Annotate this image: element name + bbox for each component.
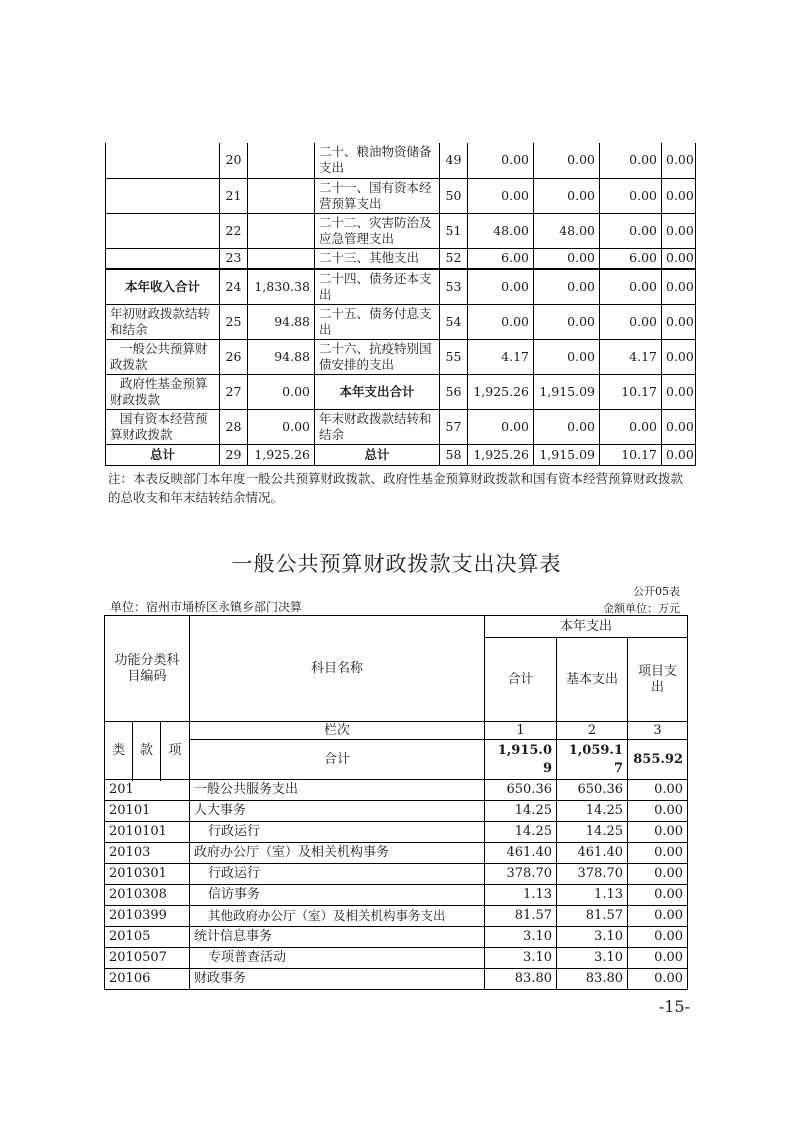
left-label: 国有资本经营预算财政拨款	[106, 409, 220, 444]
right-total: 0.00	[468, 178, 534, 213]
amount-total: 83.80	[485, 969, 557, 990]
right-col2: 0.00	[600, 409, 662, 444]
left-line-no: 26	[220, 339, 248, 374]
table-row	[105, 822, 688, 843]
func-code: 20101	[105, 801, 190, 822]
amount-total: 14.25	[485, 822, 557, 843]
right-col2: 0.00	[600, 143, 662, 178]
right-col2: 0.00	[600, 304, 662, 339]
table-row	[105, 780, 688, 801]
amount-basic: 461.40	[557, 843, 628, 864]
amount-project: 0.00	[628, 801, 688, 822]
income-expenditure-summary-table	[105, 143, 696, 466]
left-amount	[248, 213, 315, 248]
func-code: 20103	[105, 843, 190, 864]
right-line-no: 54	[440, 304, 468, 339]
right-total: 0.00	[468, 409, 534, 444]
right-line-no: 56	[440, 374, 468, 409]
left-line-no: 25	[220, 304, 248, 339]
right-col3: 0.00	[662, 248, 696, 269]
amount-project: 0.00	[628, 780, 688, 801]
left-line-no: 20	[220, 143, 248, 178]
amount-project: 0.00	[628, 927, 688, 948]
func-code: 2010507	[105, 948, 190, 969]
amount-total: 461.40	[485, 843, 557, 864]
right-line-no: 50	[440, 178, 468, 213]
right-label: 总计	[315, 444, 440, 465]
table-row	[106, 409, 696, 444]
amount-project: 0.00	[628, 843, 688, 864]
func-code: 201	[105, 780, 190, 801]
left-label: 总计	[106, 444, 220, 465]
func-code: 20106	[105, 969, 190, 990]
table-row	[106, 269, 696, 304]
form-number: 公开05表	[633, 585, 680, 598]
amount-basic: 378.70	[557, 864, 628, 885]
right-col3: 0.00	[662, 178, 696, 213]
sum-project: 855.92	[628, 740, 688, 780]
left-amount	[248, 178, 315, 213]
right-total: 48.00	[468, 213, 534, 248]
func-code: 20105	[105, 927, 190, 948]
amount-basic: 83.80	[557, 969, 628, 990]
table-row	[105, 864, 688, 885]
right-line-no: 49	[440, 143, 468, 178]
right-line-no: 51	[440, 213, 468, 248]
left-label: 年初财政拨款结转和结余	[106, 304, 220, 339]
sum-basic: 1,059.17	[557, 740, 628, 780]
amount-total: 650.36	[485, 780, 557, 801]
table-row	[105, 843, 688, 864]
amount-basic: 650.36	[557, 780, 628, 801]
amount-total: 81.57	[485, 906, 557, 927]
table-row	[105, 906, 688, 927]
left-line-no: 23	[220, 248, 248, 269]
left-line-no: 22	[220, 213, 248, 248]
amount-total: 14.25	[485, 801, 557, 822]
right-total: 0.00	[468, 143, 534, 178]
right-label: 二十二、灾害防治及应急管理支出	[315, 213, 440, 248]
amount-basic: 1.13	[557, 885, 628, 906]
right-total: 1,925.26	[468, 374, 534, 409]
left-amount: 94.88	[248, 304, 315, 339]
subject-name: 财政事务	[190, 969, 485, 990]
amount-project: 0.00	[628, 906, 688, 927]
amount-total: 378.70	[485, 864, 557, 885]
subject-name: 一般公共服务支出	[190, 780, 485, 801]
lei-header: 类	[105, 722, 133, 780]
this-year-header: 本年支出	[485, 616, 688, 638]
table-row	[106, 213, 696, 248]
table-row	[105, 801, 688, 822]
right-total: 4.17	[468, 339, 534, 374]
col-project-header: 项目支出	[628, 638, 688, 722]
right-col1: 0.00	[534, 178, 600, 213]
right-label: 二十三、其他支出	[315, 248, 440, 269]
subject-name: 政府办公厅（室）及相关机构事务	[190, 843, 485, 864]
page-title: 一般公共预算财政拨款支出决算表	[231, 552, 562, 576]
left-line-no: 21	[220, 178, 248, 213]
right-col2: 10.17	[600, 444, 662, 465]
col-total-header: 合计	[485, 638, 557, 722]
amount-total: 3.10	[485, 927, 557, 948]
amount-basic: 14.25	[557, 822, 628, 843]
amount-basic: 14.25	[557, 801, 628, 822]
right-col2: 0.00	[600, 213, 662, 248]
left-line-no: 27	[220, 374, 248, 409]
right-col1: 0.00	[534, 143, 600, 178]
right-col2: 6.00	[600, 248, 662, 269]
left-amount: 1,925.26	[248, 444, 315, 465]
table-row	[105, 969, 688, 990]
right-col3: 0.00	[662, 374, 696, 409]
func-code: 2010399	[105, 906, 190, 927]
right-line-no: 55	[440, 339, 468, 374]
left-label: 一般公共预算财政拨款	[106, 339, 220, 374]
sum-total: 1,915.09	[485, 740, 557, 780]
right-total: 1,925.26	[468, 444, 534, 465]
subject-name-header: 科目名称	[190, 616, 485, 722]
amount-total: 3.10	[485, 948, 557, 969]
table-row	[106, 143, 696, 178]
right-label: 年末财政拨款结转和结余	[315, 409, 440, 444]
right-col3: 0.00	[662, 444, 696, 465]
table-row	[106, 374, 696, 409]
table-note: 注：本表反映部门本年度一般公共预算财政拨款、政府性基金预算财政拨款和国有资本经营预算财政拨款的总收支和年末结转结余情况。	[108, 471, 684, 505]
right-total: 0.00	[468, 269, 534, 304]
func-code: 2010101	[105, 822, 190, 843]
right-col3: 0.00	[662, 269, 696, 304]
right-label: 二十五、债务付息支出	[315, 304, 440, 339]
right-col1: 0.00	[534, 339, 600, 374]
left-amount: 0.00	[248, 374, 315, 409]
table-row	[106, 248, 696, 269]
left-label	[106, 178, 220, 213]
right-col3: 0.00	[662, 339, 696, 374]
subject-name: 其他政府办公厅（室）及相关机构事务支出	[190, 906, 485, 927]
right-col1: 0.00	[534, 248, 600, 269]
left-amount: 0.00	[248, 409, 315, 444]
money-unit-label: 金额单位：万元	[603, 602, 680, 615]
right-label: 二十四、债务还本支出	[315, 269, 440, 304]
left-amount: 1,830.38	[248, 269, 315, 304]
subject-name: 专项普查活动	[190, 948, 485, 969]
unit-label: 单位：宿州市埇桥区永镇乡部门决算	[110, 600, 303, 614]
right-col1: 1,915.09	[534, 374, 600, 409]
table-row	[106, 178, 696, 213]
subject-name: 行政运行	[190, 864, 485, 885]
left-label	[106, 248, 220, 269]
kuan-header: 款	[133, 722, 161, 780]
left-line-no: 29	[220, 444, 248, 465]
amount-basic: 3.10	[557, 948, 628, 969]
table-row	[105, 948, 688, 969]
amount-project: 0.00	[628, 969, 688, 990]
table-row	[106, 304, 696, 339]
left-label	[106, 213, 220, 248]
table-row	[106, 444, 696, 465]
right-col1: 1,915.09	[534, 444, 600, 465]
col-number-3: 3	[628, 722, 688, 740]
amount-total: 1.13	[485, 885, 557, 906]
right-col1: 48.00	[534, 213, 600, 248]
table-row	[106, 339, 696, 374]
amount-basic: 81.57	[557, 906, 628, 927]
table-row	[105, 927, 688, 948]
right-line-no: 58	[440, 444, 468, 465]
right-line-no: 52	[440, 248, 468, 269]
expenditure-table	[104, 615, 688, 990]
right-line-no: 53	[440, 269, 468, 304]
amount-project: 0.00	[628, 822, 688, 843]
amount-project: 0.00	[628, 864, 688, 885]
func-code: 2010308	[105, 885, 190, 906]
subject-name: 信访事务	[190, 885, 485, 906]
subject-name: 人大事务	[190, 801, 485, 822]
right-col1: 0.00	[534, 269, 600, 304]
right-col3: 0.00	[662, 143, 696, 178]
right-col2: 0.00	[600, 178, 662, 213]
right-col3: 0.00	[662, 213, 696, 248]
right-col1: 0.00	[534, 409, 600, 444]
amount-project: 0.00	[628, 885, 688, 906]
col-basic-header: 基本支出	[557, 638, 628, 722]
amount-basic: 3.10	[557, 927, 628, 948]
right-line-no: 57	[440, 409, 468, 444]
left-amount: 94.88	[248, 339, 315, 374]
right-col2: 10.17	[600, 374, 662, 409]
left-label	[106, 143, 220, 178]
sum-label: 合计	[190, 740, 485, 780]
right-label: 二十六、抗疫特别国债安排的支出	[315, 339, 440, 374]
func-code-header: 功能分类科目编码	[105, 616, 190, 722]
func-code: 2010301	[105, 864, 190, 885]
xiang-header: 项	[161, 722, 190, 780]
subject-name: 行政运行	[190, 822, 485, 843]
amount-project: 0.00	[628, 948, 688, 969]
lanci-label: 栏次	[190, 722, 485, 740]
right-label: 二十、粮油物资储备支出	[315, 143, 440, 178]
left-amount	[248, 248, 315, 269]
right-col2: 0.00	[600, 269, 662, 304]
right-col3: 0.00	[662, 409, 696, 444]
subject-name: 统计信息事务	[190, 927, 485, 948]
page-number: -15-	[658, 997, 690, 1016]
right-label: 本年支出合计	[315, 374, 440, 409]
right-col2: 4.17	[600, 339, 662, 374]
right-total: 0.00	[468, 304, 534, 339]
right-col3: 0.00	[662, 304, 696, 339]
left-line-no: 28	[220, 409, 248, 444]
table-row	[105, 885, 688, 906]
left-line-no: 24	[220, 269, 248, 304]
right-col1: 0.00	[534, 304, 600, 339]
col-number-1: 1	[485, 722, 557, 740]
col-number-2: 2	[557, 722, 628, 740]
right-label: 二十一、国有资本经营预算支出	[315, 178, 440, 213]
left-amount	[248, 143, 315, 178]
left-label: 本年收入合计	[106, 269, 220, 304]
right-total: 6.00	[468, 248, 534, 269]
left-label: 政府性基金预算财政拨款	[106, 374, 220, 409]
